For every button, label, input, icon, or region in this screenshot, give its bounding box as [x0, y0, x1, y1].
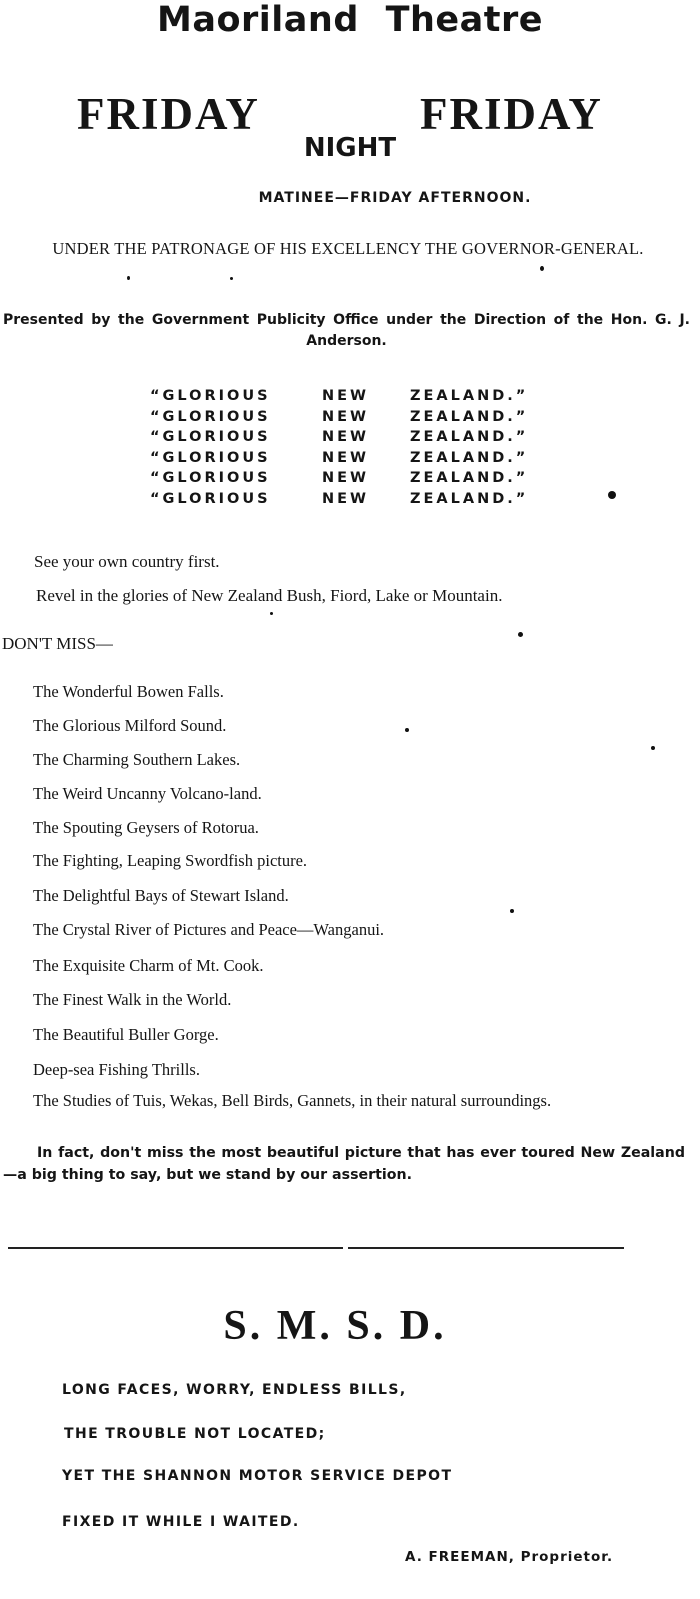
- friday-heading-right: FRIDAY: [420, 89, 603, 139]
- see-your-country-line: See your own country first.: [34, 552, 220, 571]
- list-item: The Weird Uncanny Volcano-land.: [33, 784, 262, 803]
- ink-speck: [518, 632, 523, 637]
- revel-line: Revel in the glories of New Zealand Bush, Fiord, Lake or Mountain.: [36, 586, 503, 605]
- glorious-new-zealand-row: “GLORIOUS NEW ZEALAND.”: [150, 490, 529, 507]
- list-item: The Delightful Bays of Stewart Island.: [33, 886, 289, 905]
- ink-speck: [540, 266, 544, 271]
- smsd-verse-line: THE TROUBLE NOT LOCATED;: [64, 1426, 326, 1442]
- list-item: The Beautiful Buller Gorge.: [33, 1025, 219, 1044]
- matinee-line: MATINEE—FRIDAY AFTERNOON.: [258, 190, 532, 206]
- divider-rule-left: [8, 1247, 343, 1249]
- smsd-verse-line: FIXED IT WHILE I WAITED.: [62, 1514, 300, 1530]
- list-item: Deep-sea Fishing Thrills.: [33, 1060, 200, 1079]
- night-heading: NIGHT: [303, 133, 397, 163]
- glorious-new-zealand-block: [150, 386, 550, 509]
- ink-speck: [405, 728, 409, 732]
- ink-speck: [608, 491, 616, 499]
- proprietor-signature: A. FREEMAN, Proprietor.: [405, 1549, 614, 1565]
- presented-by-line: Presented by the Government Publicity Office under the Direction of the Hon. G. J. Anderson.: [3, 312, 690, 349]
- theatre-name: Maoriland Theatre: [157, 0, 543, 40]
- list-item: The Wonderful Bowen Falls.: [33, 682, 224, 701]
- friday-heading-left: FRIDAY: [77, 89, 260, 139]
- smsd-verse-line: YET THE SHANNON MOTOR SERVICE DEPOT: [62, 1468, 453, 1484]
- ink-speck: [510, 909, 514, 913]
- ink-speck: [127, 276, 130, 280]
- ink-speck: [270, 612, 273, 615]
- studies-paragraph: The Studies of Tuis, Wekas, Bell Birds, Gannets, in their natural surroundings.: [33, 1091, 552, 1110]
- in-fact-paragraph: In fact, don't miss the most beautiful picture that has ever toured New Zealand—a big thing to say, but we stand by our assertion.: [3, 1145, 685, 1183]
- glorious-new-zealand-row: “GLORIOUS NEW ZEALAND.”: [150, 449, 529, 466]
- smsd-verse-line: LONG FACES, WORRY, ENDLESS BILLS,: [62, 1382, 407, 1398]
- list-item: The Glorious Milford Sound.: [33, 716, 227, 735]
- divider-rule-right: [348, 1247, 624, 1249]
- glorious-new-zealand-row: “GLORIOUS NEW ZEALAND.”: [150, 429, 529, 446]
- glorious-new-zealand-row: “GLORIOUS NEW ZEALAND.”: [150, 408, 529, 425]
- list-item: The Spouting Geysers of Rotorua.: [33, 818, 259, 837]
- glorious-new-zealand-row: “GLORIOUS NEW ZEALAND.”: [150, 470, 529, 487]
- list-item: The Crystal River of Pictures and Peace—Wanganui.: [33, 920, 385, 939]
- list-item: The Finest Walk in the World.: [33, 990, 232, 1009]
- glorious-new-zealand-row: “GLORIOUS NEW ZEALAND.”: [150, 388, 529, 405]
- list-item: The Exquisite Charm of Mt. Cook.: [33, 956, 264, 975]
- ink-speck: [651, 746, 655, 750]
- list-item: The Fighting, Leaping Swordfish picture.: [33, 851, 308, 870]
- list-item: The Charming Southern Lakes.: [33, 750, 241, 769]
- patronage-line: UNDER THE PATRONAGE OF HIS EXCELLENCY THE GOVERNOR-GENERAL.: [52, 239, 644, 258]
- smsd-heading: S. M. S. D.: [223, 1303, 447, 1349]
- ink-speck: [230, 277, 233, 280]
- dont-miss-heading: DON'T MISS—: [2, 634, 113, 653]
